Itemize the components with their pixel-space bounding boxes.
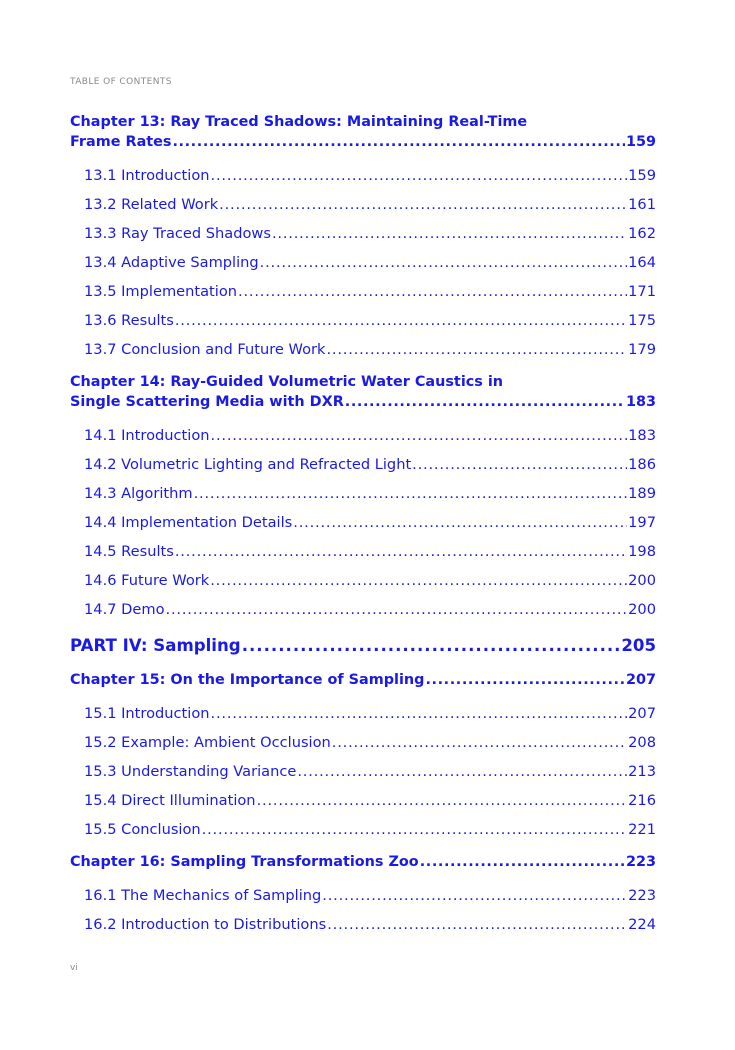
section-title: 13.4 Adaptive Sampling — [84, 254, 259, 271]
chapter-title: Single Scattering Media with DXR — [70, 394, 344, 410]
section-page-number: 162 — [628, 225, 656, 242]
toc-section-entry[interactable] — [70, 277, 656, 306]
page-number: vi — [70, 963, 78, 973]
section-title-row[interactable] — [84, 306, 656, 335]
section-page-number: 197 — [628, 514, 656, 531]
dot-leader — [242, 634, 621, 658]
section-page-number: 198 — [628, 543, 656, 560]
chapter-title-line: Chapter 14: Ray-Guided Volumetric Water Caustics in — [70, 374, 504, 390]
chapter-title-row[interactable] — [70, 670, 656, 690]
dot-leader — [166, 595, 628, 624]
section-title: 13.5 Implementation — [84, 283, 238, 300]
section-title: 13.2 Related Work — [84, 196, 219, 213]
section-page-number: 200 — [628, 601, 656, 618]
section-page-number: 183 — [628, 427, 656, 444]
section-title-row[interactable] — [84, 161, 656, 190]
section-title: 13.7 Conclusion and Future Work — [84, 341, 326, 358]
section-page-number: 175 — [628, 312, 656, 329]
section-page-number: 200 — [628, 572, 656, 589]
section-page-number: 208 — [628, 734, 656, 751]
section-page-number: 161 — [628, 196, 656, 213]
section-page-number: 179 — [628, 341, 656, 358]
dot-leader — [211, 421, 628, 450]
section-title: 15.4 Direct Illumination — [84, 792, 256, 809]
section-title: 14.2 Volumetric Lighting and Refracted Light — [84, 456, 412, 473]
section-page-number: 159 — [628, 167, 656, 184]
section-title: 15.2 Example: Ambient Occlusion — [84, 734, 331, 751]
section-page-number: 189 — [628, 485, 656, 502]
section-title: 13.6 Results — [84, 312, 174, 329]
part-title: PART IV: Sampling — [70, 636, 241, 655]
section-page-number: 213 — [628, 763, 656, 780]
section-title: 14.3 Algorithm — [84, 485, 193, 502]
toc-section-entry[interactable] — [70, 757, 656, 786]
section-page-number: 186 — [628, 456, 656, 473]
section-title-row[interactable] — [84, 248, 656, 277]
section-title-row[interactable] — [84, 910, 656, 939]
part-title-row[interactable] — [70, 634, 656, 658]
section-title: 16.1 The Mechanics of Sampling — [84, 887, 322, 904]
dot-leader — [210, 566, 627, 595]
section-title-row[interactable] — [84, 757, 656, 786]
toc-section-entry[interactable] — [70, 566, 656, 595]
chapter-title-line: Chapter 13: Ray Traced Shadows: Maintaining Real-Time — [70, 114, 528, 130]
toc-chapter-entry[interactable] — [70, 372, 656, 412]
toc-section-entry[interactable] — [70, 306, 656, 335]
section-page-number: 224 — [628, 916, 656, 933]
section-page-number: 171 — [628, 283, 656, 300]
section-title-row[interactable] — [84, 190, 656, 219]
dot-leader — [326, 335, 627, 364]
toc-section-entry[interactable] — [70, 508, 656, 537]
section-title-row[interactable] — [84, 479, 656, 508]
toc-section-entry[interactable] — [70, 910, 656, 939]
section-title: 14.5 Results — [84, 543, 174, 560]
section-title: 14.7 Demo — [84, 601, 165, 618]
chapter-title: Frame Rates — [70, 134, 172, 150]
section-title: 15.3 Understanding Variance — [84, 763, 297, 780]
chapter-page-number: 207 — [625, 672, 656, 688]
section-title-row[interactable] — [84, 566, 656, 595]
section-title-row[interactable] — [84, 335, 656, 364]
section-title-row[interactable] — [84, 219, 656, 248]
dot-leader — [175, 306, 627, 335]
chapter-title-row[interactable] — [70, 852, 656, 872]
chapter-page-number: 223 — [625, 854, 656, 870]
section-title-row[interactable] — [84, 277, 656, 306]
chapter-title: Chapter 16: Sampling Transformations Zoo — [70, 854, 419, 870]
toc-section-entry[interactable] — [70, 479, 656, 508]
dot-leader — [345, 392, 625, 412]
dot-leader — [327, 910, 627, 939]
dot-leader — [293, 508, 627, 537]
toc-section-entry[interactable] — [70, 335, 656, 364]
table-of-contents — [70, 112, 656, 939]
dot-leader — [238, 277, 627, 306]
part-page-number: 205 — [621, 636, 656, 655]
dot-leader — [420, 852, 625, 872]
dot-leader — [175, 537, 627, 566]
section-title-row[interactable] — [84, 786, 656, 815]
toc-section-entry[interactable] — [70, 815, 656, 844]
section-title: 14.6 Future Work — [84, 572, 210, 589]
dot-leader — [322, 881, 627, 910]
chapter-page-number: 183 — [625, 394, 656, 410]
section-title: 15.1 Introduction — [84, 705, 210, 722]
section-title: 13.3 Ray Traced Shadows — [84, 225, 271, 242]
section-page-number: 164 — [628, 254, 656, 271]
section-title: 15.5 Conclusion — [84, 821, 201, 838]
toc-section-entry[interactable] — [70, 595, 656, 624]
dot-leader — [202, 815, 627, 844]
running-head: TABLE OF CONTENTS — [70, 77, 172, 87]
toc-chapter-entry[interactable] — [70, 852, 656, 872]
dot-leader — [332, 728, 627, 757]
section-title-row[interactable] — [84, 728, 656, 757]
dot-leader — [272, 219, 627, 248]
section-page-number: 207 — [628, 705, 656, 722]
dot-leader — [211, 699, 628, 728]
section-title: 14.1 Introduction — [84, 427, 210, 444]
section-title-row[interactable] — [84, 537, 656, 566]
section-title-row[interactable] — [84, 815, 656, 844]
chapter-title-row[interactable] — [70, 392, 656, 412]
dot-leader — [425, 670, 625, 690]
toc-section-entry[interactable] — [70, 421, 656, 450]
dot-leader — [260, 248, 627, 277]
toc-chapter-entry[interactable] — [70, 112, 656, 152]
section-title-row[interactable] — [84, 421, 656, 450]
toc-chapter-entry[interactable] — [70, 670, 656, 690]
section-title-row[interactable] — [84, 450, 656, 479]
chapter-title-row[interactable] — [70, 132, 656, 152]
section-title: 13.1 Introduction — [84, 167, 210, 184]
toc-section-entry[interactable] — [70, 699, 656, 728]
dot-leader — [219, 190, 627, 219]
chapter-page-number: 159 — [625, 134, 656, 150]
toc-section-entry[interactable] — [70, 219, 656, 248]
section-page-number: 221 — [628, 821, 656, 838]
toc-section-entry[interactable] — [70, 190, 656, 219]
toc-part-entry[interactable] — [70, 634, 656, 658]
dot-leader — [172, 132, 624, 152]
toc-section-entry[interactable] — [70, 450, 656, 479]
dot-leader — [211, 161, 628, 190]
toc-section-entry[interactable] — [70, 161, 656, 190]
section-page-number: 223 — [628, 887, 656, 904]
section-title-row[interactable] — [84, 508, 656, 537]
section-title: 16.2 Introduction to Distributions — [84, 916, 327, 933]
toc-section-entry[interactable] — [70, 786, 656, 815]
chapter-title: Chapter 15: On the Importance of Sampling — [70, 672, 425, 688]
section-title-row[interactable] — [84, 881, 656, 910]
toc-section-entry[interactable] — [70, 537, 656, 566]
toc-section-entry[interactable] — [70, 881, 656, 910]
section-title: 14.4 Implementation Details — [84, 514, 293, 531]
section-title-row[interactable] — [84, 699, 656, 728]
section-page-number: 216 — [628, 792, 656, 809]
section-title-row[interactable] — [84, 595, 656, 624]
dot-leader — [194, 479, 628, 508]
toc-section-entry[interactable] — [70, 248, 656, 277]
dot-leader — [257, 786, 628, 815]
dot-leader — [297, 757, 627, 786]
toc-section-entry[interactable] — [70, 728, 656, 757]
dot-leader — [412, 450, 627, 479]
